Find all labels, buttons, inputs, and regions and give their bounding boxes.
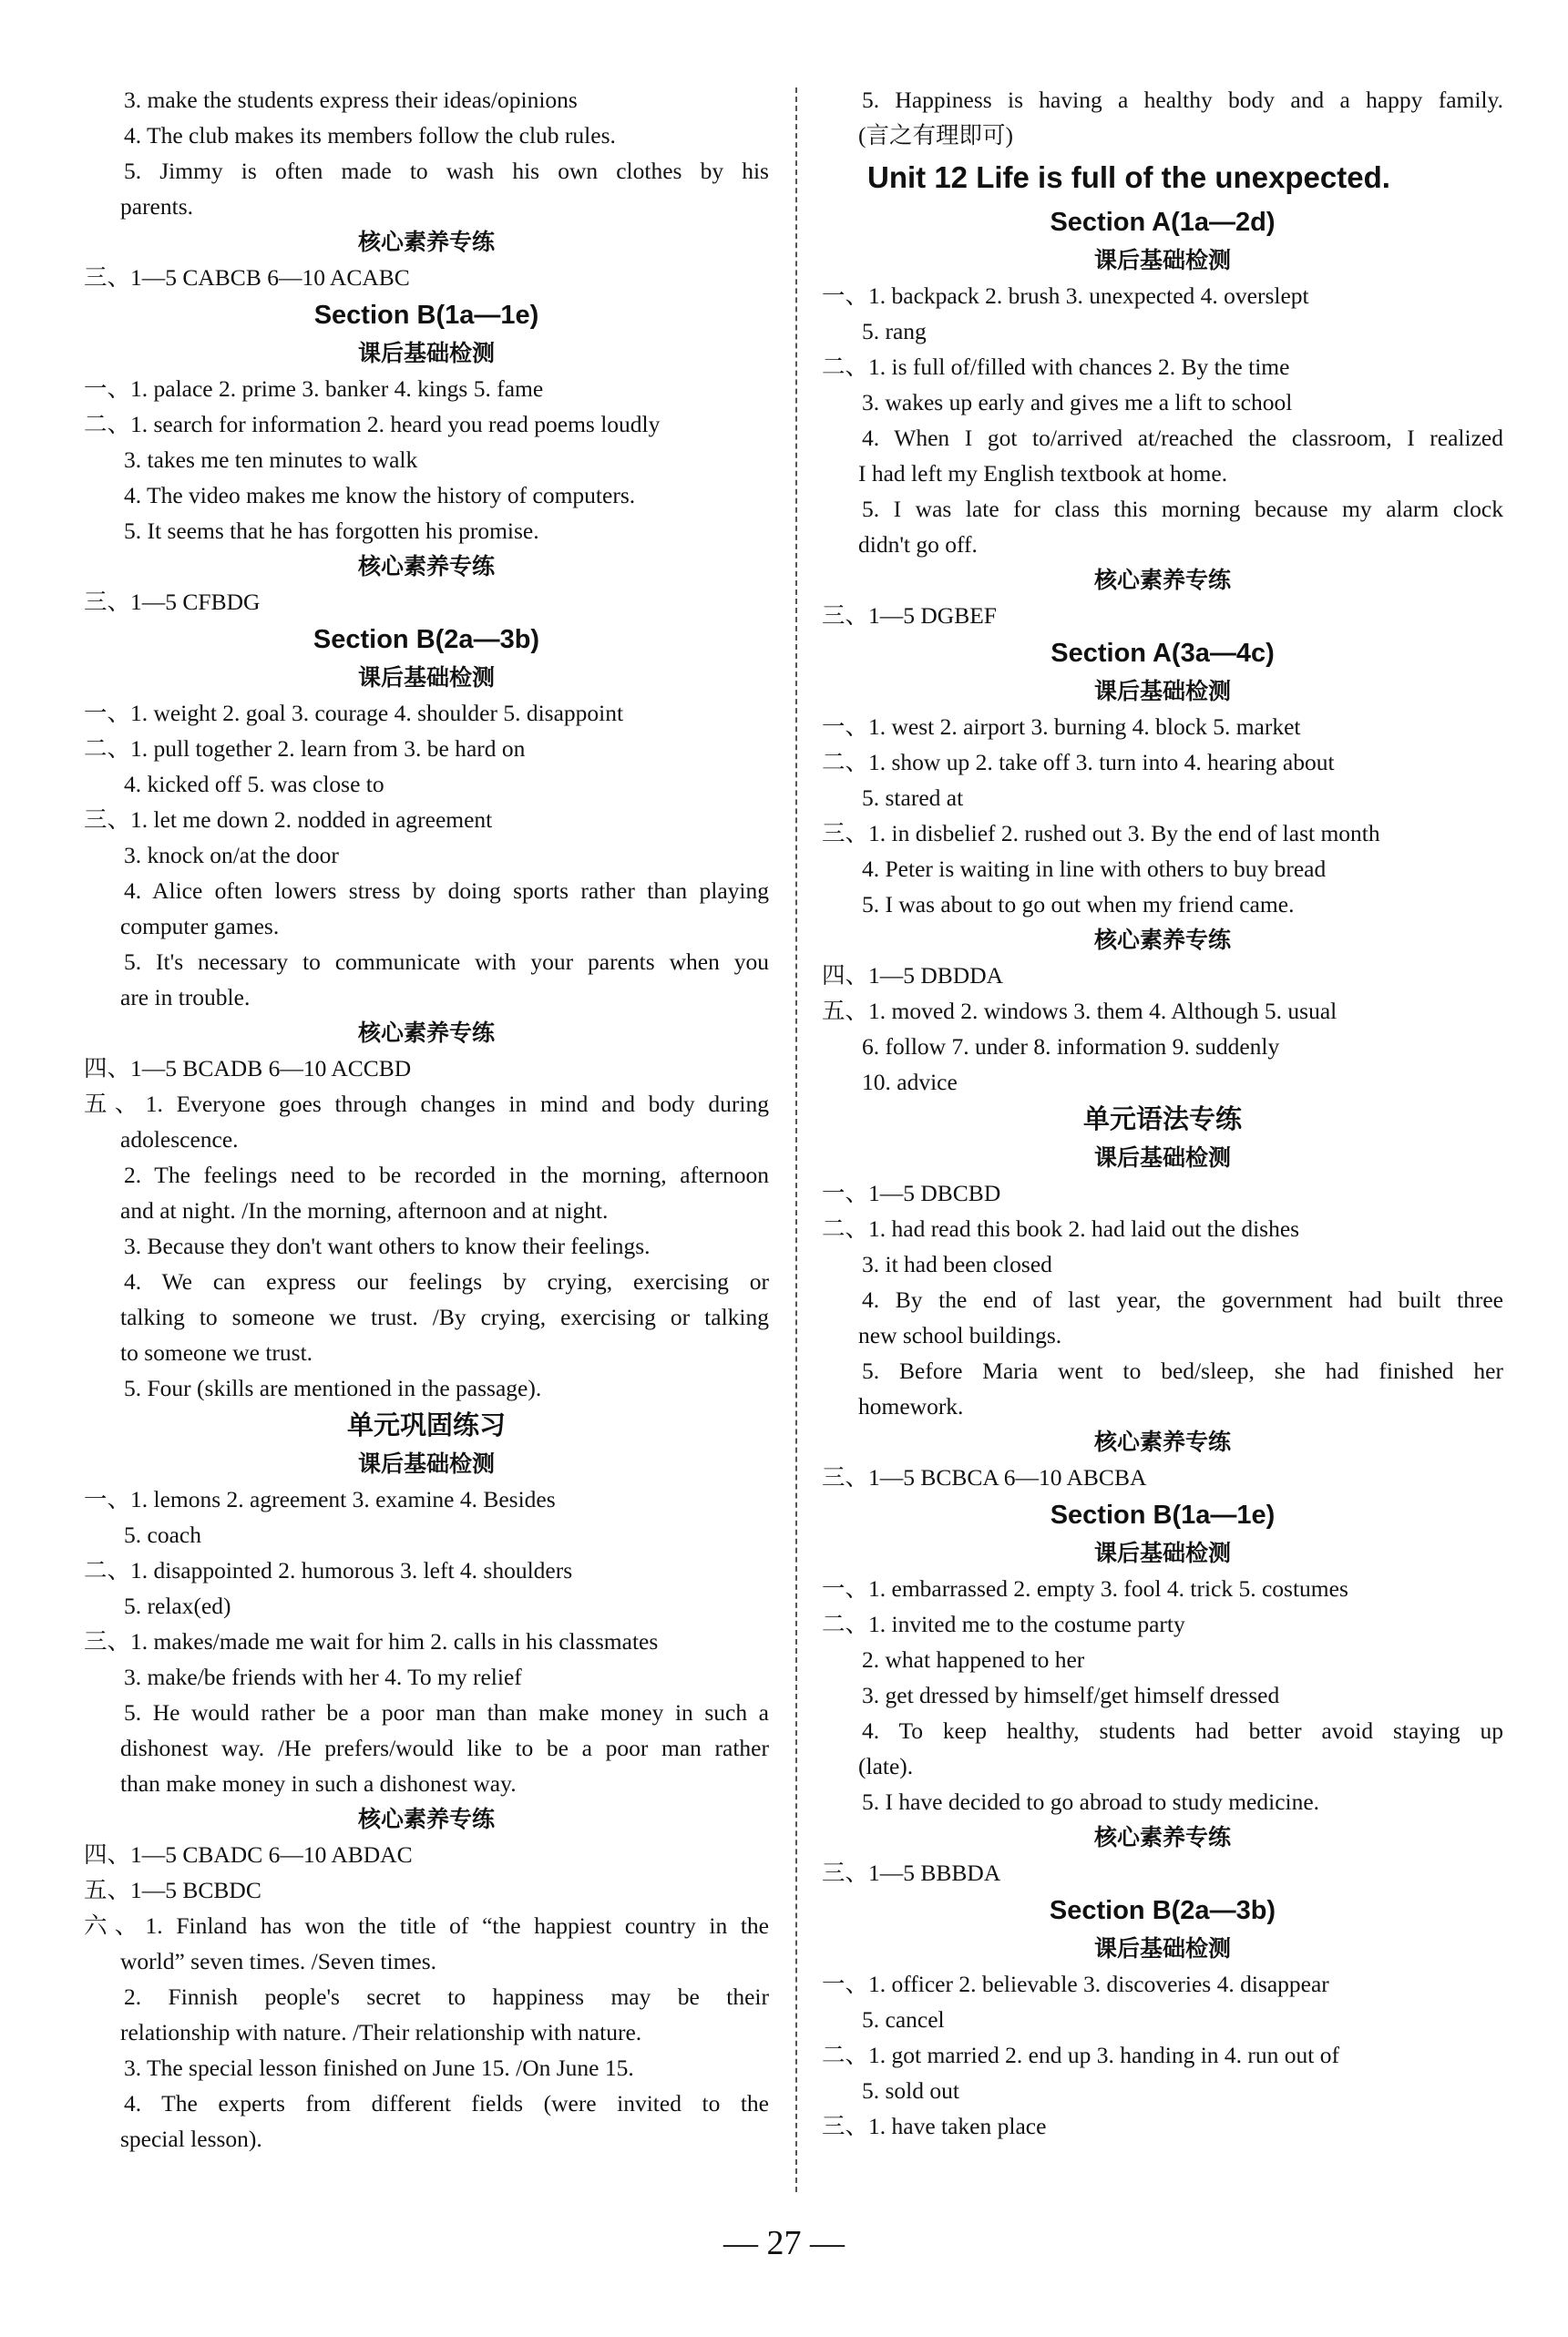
column-divider (795, 87, 797, 2192)
answer-line: 二、1. had read this book 2. had laid out the dishes (822, 1215, 1300, 1242)
answer-line: 二、1. show up 2. take off 3. turn into 4. hearing about (822, 749, 1335, 775)
section-heading: Section B(1a—1e) (1050, 1501, 1276, 1530)
page-number: — 27 — (723, 2224, 845, 2262)
answer-line: 5. I was late for class this morning because my alarm clock (862, 496, 1503, 522)
answer-line: 一、1. west 2. airport 3. burning 4. block 5. market (822, 713, 1301, 740)
left-column (84, 82, 769, 2157)
answer-line: 4. The club makes its members follow the club rules. (124, 122, 616, 149)
answer-line: 4. Alice often lowers stress by doing sports rather than playing (124, 877, 769, 904)
answer-line: 5. stared at (862, 784, 964, 811)
answer-line: 5. Happiness is having a healthy body and a happy family. (862, 87, 1503, 113)
answer-line: 三、1. in disbelief 2. rushed out 3. By the end of last month (822, 820, 1380, 846)
subsection-heading: 课后基础检测 (1093, 678, 1231, 704)
answer-line: homework. (858, 1393, 964, 1420)
subsection-heading: 核心素养专练 (357, 553, 495, 579)
answer-line: 5. sold out (862, 2077, 959, 2104)
answer-line: are in trouble. (120, 984, 251, 1010)
answer-line: 三、1. makes/made me wait for him 2. calls in his classmates (84, 1628, 659, 1655)
answer-line: 二、1. pull together 2. learn from 3. be hard on (84, 735, 526, 762)
answer-line: adolescence. (120, 1126, 239, 1153)
subsection-heading: 核心素养专练 (357, 229, 495, 255)
answer-line: new school buildings. (858, 1322, 1062, 1348)
answer-line: 五、1—5 BCBDC (84, 1877, 261, 1903)
answer-line: 一、1. backpack 2. brush 3. unexpected 4. overslept (822, 282, 1309, 309)
answer-line: talking to someone we trust. /By crying, exercising or talking (120, 1304, 769, 1330)
answer-line: 一、1. palace 2. prime 3. banker 4. kings 5. fame (84, 375, 544, 402)
answer-line: 5. I was about to go out when my friend came. (862, 891, 1295, 917)
subsection-heading: 核心素养专练 (1093, 567, 1231, 593)
answer-line: 3. get dressed by himself/get himself dressed (862, 1682, 1280, 1708)
subsection-heading: 核心素养专练 (357, 1806, 495, 1832)
answer-line: 4. We can express our feelings by crying, exercising or (124, 1268, 769, 1295)
answer-line: 六、1. Finland has won the title of “the happiest country in the (84, 1912, 769, 1939)
answer-line: (言之有理即可) (858, 122, 1013, 149)
section-heading: Section B(1a—1e) (313, 301, 539, 330)
answer-line: 3. make/be friends with her 4. To my relief (124, 1664, 522, 1690)
right-column (822, 82, 1503, 2144)
subsection-heading: 核心素养专练 (1093, 927, 1231, 953)
answer-line: 二、1. search for information 2. heard you read poems loudly (84, 411, 661, 437)
subsection-heading: 核心素养专练 (357, 1020, 495, 1046)
answer-line: I had left my English textbook at home. (858, 460, 1228, 487)
subsection-heading: 课后基础检测 (1093, 1540, 1231, 1566)
answer-line: 5. It's necessary to communicate with your parents when you (124, 948, 769, 975)
answer-line: dishonest way. /He prefers/would like to be a poor man rather (120, 1735, 769, 1761)
answer-line: 4. The video makes me know the history of computers. (124, 482, 636, 508)
answer-line: 一、1—5 DBCBD (822, 1180, 1001, 1206)
answer-line: 5. Before Maria went to bed/sleep, she had finished her (862, 1358, 1503, 1384)
answer-line: 5. He would rather be a poor man than make money in such a (124, 1699, 769, 1726)
subsection-heading: 课后基础检测 (1093, 247, 1231, 273)
answer-line: and at night. /In the morning, afternoon and at night. (120, 1197, 609, 1224)
answer-line: 3. Because they don't want others to know their feelings. (124, 1233, 651, 1259)
answer-line: 3. knock on/at the door (124, 842, 339, 868)
answer-line: 一、1. embarrassed 2. empty 3. fool 4. trick 5. costumes (822, 1575, 1348, 1602)
answer-line: 二、1. invited me to the costume party (822, 1611, 1185, 1637)
answer-line: 一、1. weight 2. goal 3. courage 4. shoulder 5. disappoint (84, 700, 624, 726)
answer-line: 4. To keep healthy, students had better avoid staying up (862, 1717, 1503, 1744)
answer-line: 5. coach (124, 1522, 201, 1548)
answer-line: 4. When I got to/arrived at/reached the classroom, I realized (862, 425, 1503, 451)
subsection-heading: 课后基础检测 (357, 1450, 495, 1477)
answer-line: parents. (120, 193, 194, 220)
section-heading: 单元语法专练 (1082, 1105, 1242, 1134)
answer-line: 三、1. have taken place (822, 2113, 1047, 2139)
subsection-heading: 课后基础检测 (1093, 1935, 1231, 1962)
answer-line: 4. The experts from different fields (were invited to the (124, 2090, 769, 2117)
answer-line: 3. make the students express their ideas/opinions (124, 87, 578, 113)
section-heading: Section A(3a—4c) (1050, 639, 1275, 668)
answer-line: 三、1—5 CABCB 6—10 ACABC (84, 264, 410, 291)
answer-line: 2. The feelings need to be recorded in the morning, afternoon (124, 1162, 769, 1188)
answer-line: computer games. (120, 913, 280, 939)
answer-line: to someone we trust. (120, 1339, 313, 1366)
answer-line: 5. Jimmy is often made to wash his own clothes by his (124, 158, 769, 184)
answer-line: didn't go off. (858, 531, 978, 558)
subsection-heading: 课后基础检测 (357, 340, 495, 366)
answer-line: 二、1. disappointed 2. humorous 3. left 4. shoulders (84, 1557, 573, 1584)
answer-line: 五、1. moved 2. windows 3. them 4. Although 5. usual (822, 998, 1337, 1024)
answer-line: 4. By the end of last year, the government had built three (862, 1286, 1503, 1313)
answer-line: than make money in such a dishonest way. (120, 1770, 517, 1797)
answer-line: 3. it had been closed (862, 1251, 1052, 1277)
subsection-heading: 核心素养专练 (1093, 1429, 1231, 1455)
answer-line: 3. wakes up early and gives me a lift to school (862, 389, 1293, 415)
answer-line: 五、1. Everyone goes through changes in mind and body during (84, 1091, 769, 1117)
answer-line: 5. cancel (862, 2006, 945, 2033)
answer-line: 10. advice (862, 1069, 958, 1095)
answer-line: 四、1—5 CBADC 6—10 ABDAC (84, 1841, 413, 1868)
subsection-heading: 课后基础检测 (357, 664, 495, 691)
section-heading: Section A(1a—2d) (1050, 208, 1276, 237)
answer-line: 3. The special lesson finished on June 15. /On June 15. (124, 2055, 634, 2081)
answer-line: 5. Four (skills are mentioned in the passage). (124, 1375, 542, 1401)
subsection-heading: 课后基础检测 (1093, 1144, 1231, 1171)
answer-line: relationship with nature. /Their relationship with nature. (120, 2019, 642, 2045)
answer-line: 5. It seems that he has forgotten his promise. (124, 518, 539, 544)
answer-line: 三、1—5 CFBDG (84, 589, 261, 615)
answer-line: world” seven times. /Seven times. (120, 1948, 437, 1974)
answer-line: 四、1—5 BCADB 6—10 ACCBD (84, 1055, 412, 1081)
answer-line: 三、1—5 BCBCA 6—10 ABCBA (822, 1464, 1147, 1491)
answer-line: 三、1. let me down 2. nodded in agreement (84, 806, 493, 833)
answer-line: 二、1. is full of/filled with chances 2. By the time (822, 354, 1290, 380)
answer-line: 一、1. officer 2. believable 3. discoveries 4. disappear (822, 1971, 1329, 1997)
answer-line: 2. what happened to her (862, 1646, 1085, 1673)
answer-line: 6. follow 7. under 8. information 9. suddenly (862, 1033, 1280, 1060)
section-heading: Section B(2a—3b) (313, 625, 540, 654)
answer-line: 三、1—5 DGBEF (822, 602, 997, 629)
answer-line: 2. Finnish people's secret to happiness may be their (124, 1983, 769, 2010)
answer-line: special lesson). (120, 2126, 262, 2152)
section-heading: Section B(2a—3b) (1049, 1896, 1276, 1925)
answer-line: 四、1—5 DBDDA (822, 962, 1004, 989)
answer-line: 一、1. lemons 2. agreement 3. examine 4. Besides (84, 1486, 556, 1512)
section-heading: 单元巩固练习 (346, 1411, 506, 1440)
answer-line: 4. kicked off 5. was close to (124, 771, 384, 797)
subsection-heading: 核心素养专练 (1093, 1824, 1231, 1850)
answer-line: 5. relax(ed) (124, 1593, 231, 1619)
unit-title: Unit 12 Life is full of the unexpected. (867, 160, 1390, 194)
answer-line: 4. Peter is waiting in line with others to buy bread (862, 856, 1327, 882)
answer-line: 5. I have decided to go abroad to study medicine. (862, 1789, 1320, 1815)
answer-line: 3. takes me ten minutes to walk (124, 446, 418, 473)
answer-line: 二、1. got married 2. end up 3. handing in 4. run out of (822, 2042, 1339, 2068)
answer-line: 5. rang (862, 318, 927, 344)
answer-line: (late). (858, 1753, 914, 1779)
answer-line: 三、1—5 BBBDA (822, 1860, 1001, 1886)
